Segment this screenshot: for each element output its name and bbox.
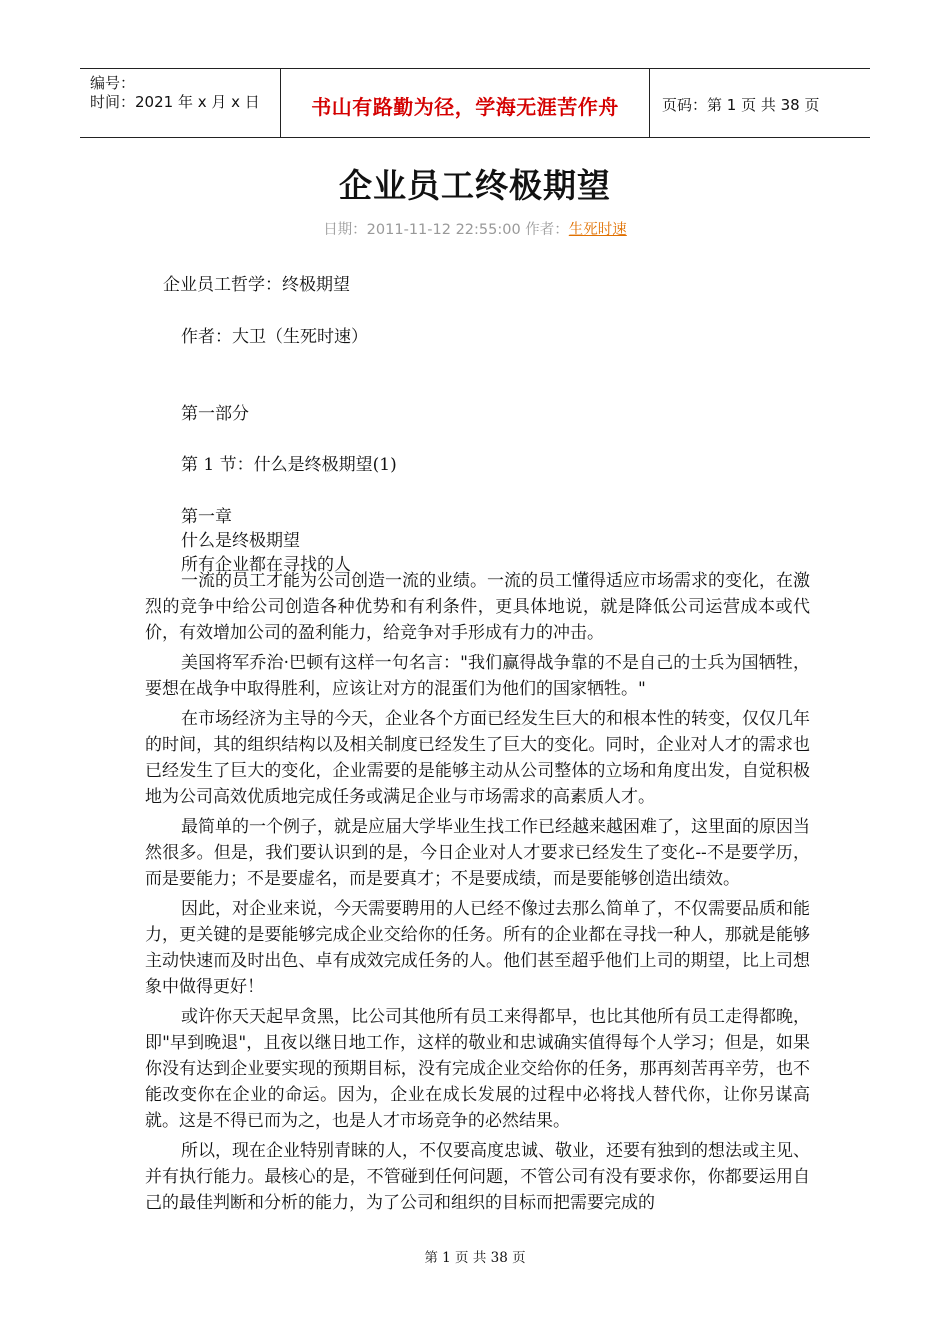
document-number-label: 编号： — [90, 74, 136, 92]
topic-heading: 所有企业都在寻找的人 — [181, 555, 351, 575]
article-subtitle: 企业员工哲学：终极期望 — [163, 275, 350, 295]
paragraph: 美国将军乔治·巴顿有这样一句名言："我们赢得战争靠的不是自己的士兵为国牺牲，要想在战争中取得胜利，应该让对方的混蛋们为他们的国家牺牲。" — [145, 653, 810, 699]
header-page-cell — [650, 69, 870, 137]
author-line: 作者：大卫（生死时速） — [181, 327, 368, 347]
author-link[interactable]: 生死时速 — [568, 222, 627, 238]
paragraph: 最简单的一个例子，就是应届大学毕业生找工作已经越来越困难了，这里面的原因当然很多。但是，我们要认识到的是，今日企业对人才要求已经发生了变化--不是要学历，而是要能力；不是要虚名，而是要真才；不是要成绩，而是要能够创造出绩效。 — [145, 817, 810, 889]
article-meta — [0, 218, 950, 239]
header-motto-cell — [281, 69, 650, 137]
chapter-label: 第一章 — [181, 507, 232, 527]
paragraph: 所以，现在企业特别青睐的人，不仅要高度忠诚、敬业，还要有独到的想法或主见、并有执行能力。最核心的是，不管碰到任何问题，不管公司有没有要求你，你都要运用自己的最佳判断和分析的能力，为了公司和组织的目标而把需要完成的 — [145, 1141, 810, 1213]
page-footer: 第 1 页 共 38 页 — [424, 1250, 526, 1266]
paragraph: 一流的员工才能为公司创造一流的业绩。一流的员工懂得适应市场需求的变化，在激烈的竞争中给公司创造各种优势和有利条件，更具体地说，就是降低公司运营成本或代价，有效增加公司的盈利能力，给竞争对手形成有力的冲击。 — [145, 571, 810, 643]
header-motto: 书山有路勤为径，学海无涯苦作舟 — [311, 95, 619, 119]
paragraph: 在市场经济为主导的今天，企业各个方面已经发生巨大的和根本性的转变，仅仅几年的时间，其的组织结构以及相关制度已经发生了巨大的变化。同时，企业对人才的需求也已经发生了巨大的变化，企业需要的是能够主动从公司整体的立场和角度出发，自觉积极地为公司高效优质地完成任务或满足企业与市场需求的高素质人才。 — [145, 709, 810, 807]
section-heading: 第 1 节：什么是终极期望(1) — [181, 455, 397, 475]
part-heading: 第一部分 — [181, 404, 249, 424]
chapter-title: 什么是终极期望 — [181, 531, 300, 551]
header-info-cell — [80, 69, 281, 137]
document-date-label: 时间：2021 年 x 月 x 日 — [90, 93, 260, 111]
article-title: 企业员工终极期望 — [339, 166, 611, 205]
header-table — [80, 68, 870, 138]
article-date: 日期：2011-11-12 22:55:00 作者： — [323, 222, 569, 238]
paragraph: 因此，对企业来说，今天需要聘用的人已经不像过去那么简单了，不仅需要品质和能力，更关键的是要能够完成企业交给你的任务。所有的企业都在寻找一种人，那就是能够主动快速而及时出色、卓有成效完成任务的人。他们甚至超乎他们上司的期望，比上司想象中做得更好！ — [145, 899, 810, 997]
header-page-info: 页码：第 1 页 共 38 页 — [662, 96, 820, 114]
paragraph: 或许你天天起早贪黑，比公司其他所有员工来得都早，也比其他所有员工走得都晚，即"早到晚退"，且夜以继日地工作，这样的敬业和忠诚确实值得每个人学习；但是，如果你没有达到企业要实现的预期目标，没有完成企业交给你的任务，那再刻苦再辛劳，也不能改变你在企业的命运。因为，企业在成长发展的过程中必将找人替代你，让你另谋高就。这是不得已而为之，也是人才市场竞争的必然结果。 — [145, 1007, 810, 1131]
article-body — [145, 568, 810, 1220]
